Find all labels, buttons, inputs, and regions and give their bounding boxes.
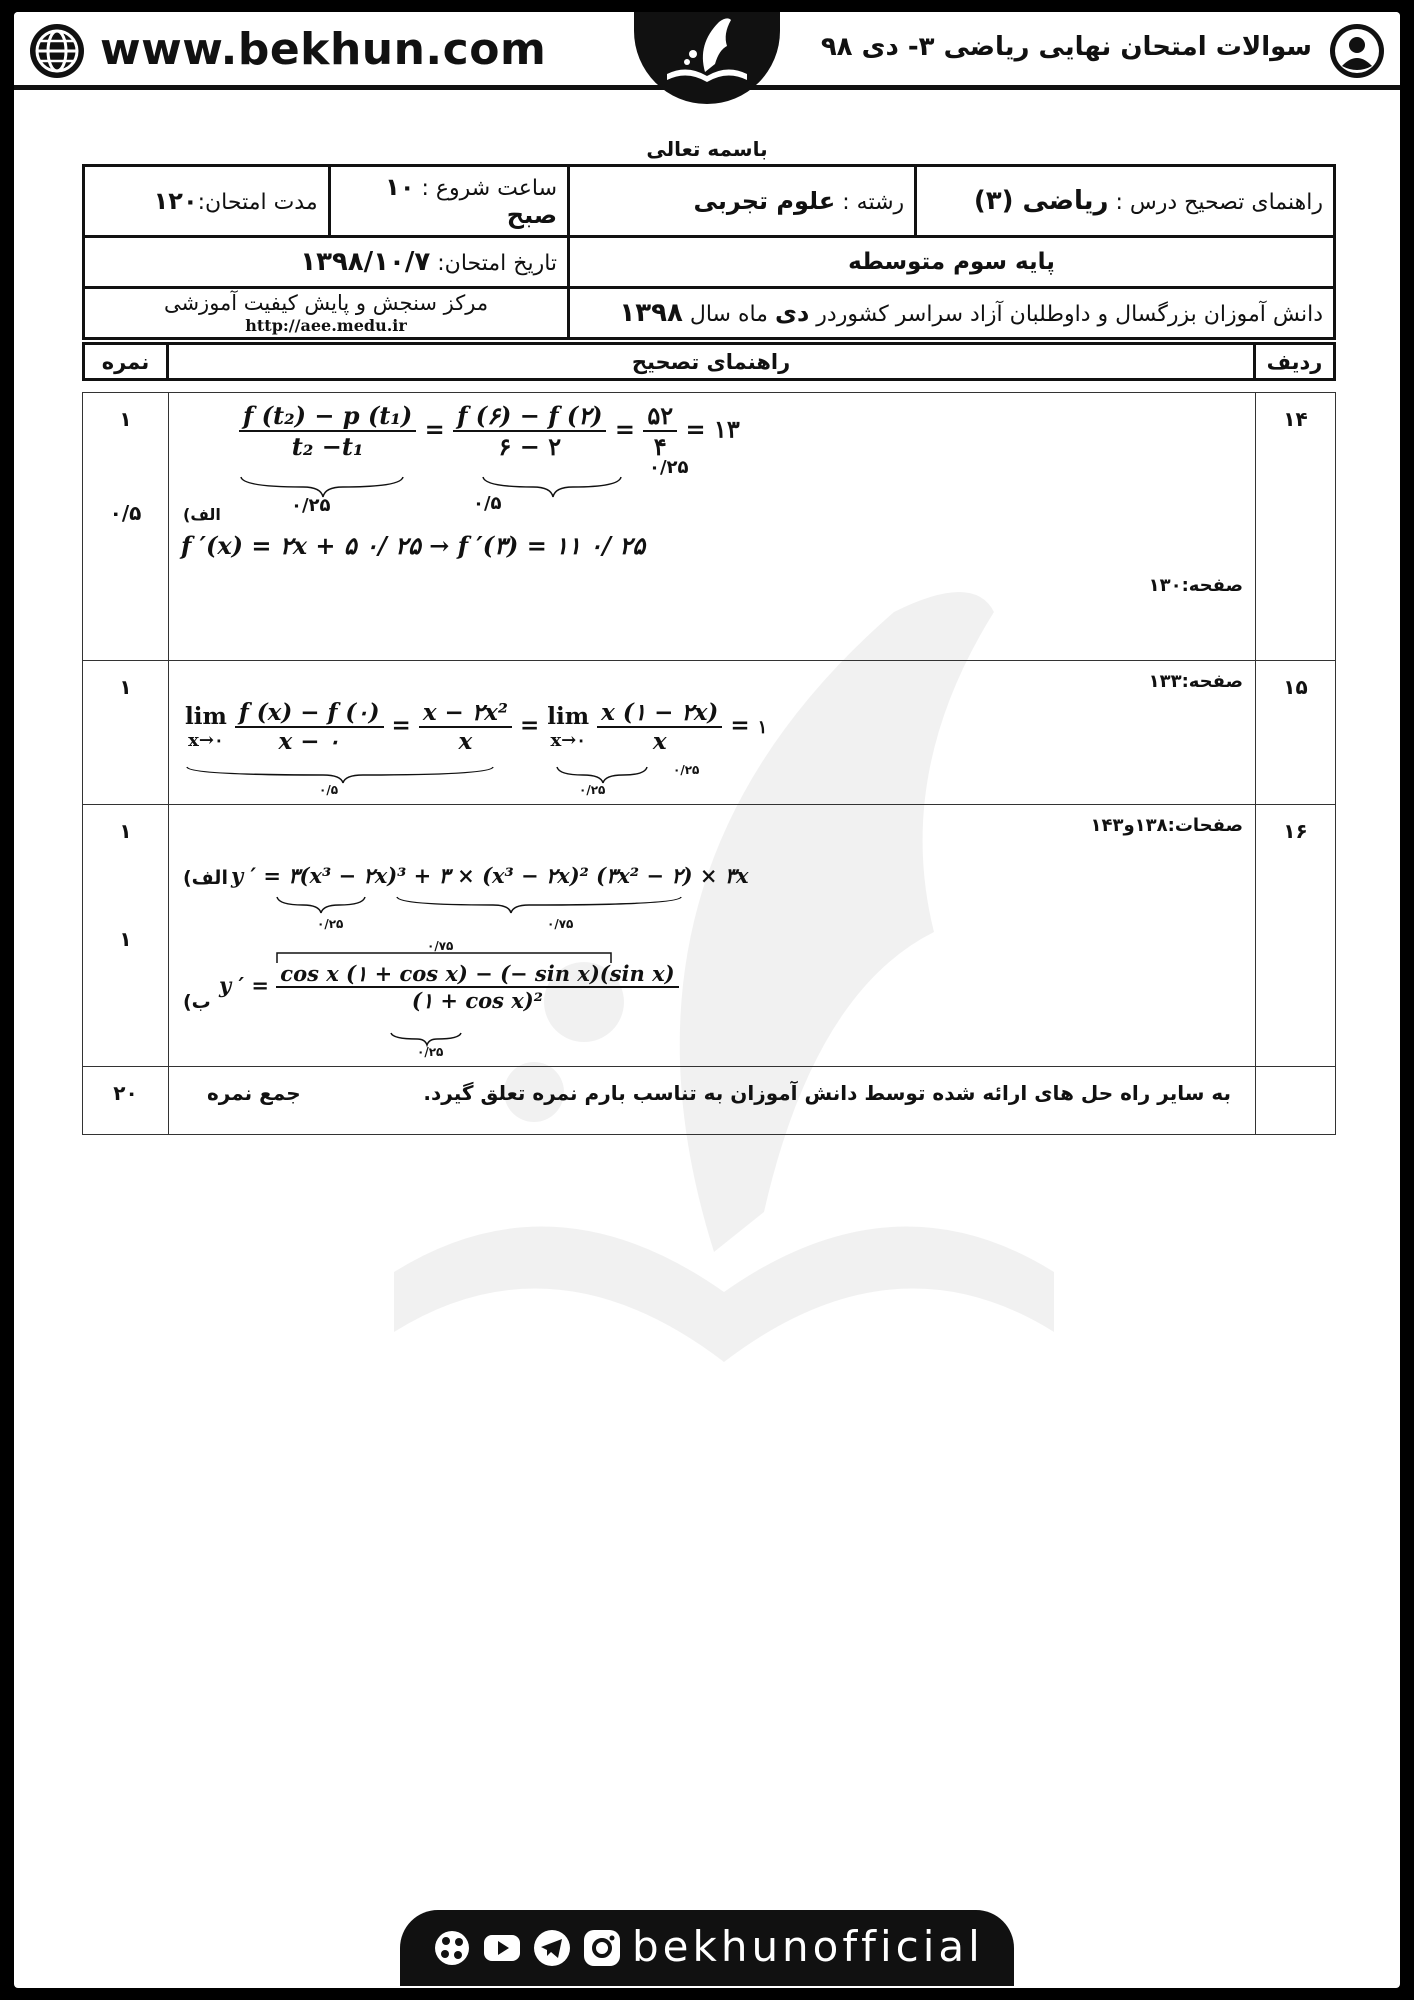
score-note: ۰/۲۵	[417, 1045, 444, 1059]
score-note: ۰/۵	[319, 783, 339, 797]
bismillah: باسمه تعالی	[646, 137, 768, 161]
equation-16b: y ′ = $\frac{\text{cos x (۱ + cos x) − (− sin x)(sin x)}}{\text{(۱ + cos x)²}}$	[219, 961, 679, 1013]
field-label: رشته :	[835, 190, 905, 215]
fraction	[453, 401, 606, 461]
site-header	[14, 12, 1400, 90]
field-cell	[569, 166, 916, 237]
brace-icon	[183, 765, 743, 789]
limit	[547, 703, 589, 751]
social-handle[interactable]: bekhunofficial	[632, 1922, 984, 1971]
answer-content	[169, 805, 1256, 1067]
score-note: ۰/۲۵	[579, 783, 606, 797]
fraction-num: ۵۲	[647, 401, 674, 430]
guide-label: راهنمای تصحیح درس :	[1108, 190, 1323, 215]
telegram-icon[interactable]	[532, 1928, 572, 1968]
grade-cell	[569, 237, 1335, 288]
total-row	[83, 1067, 1336, 1135]
fraction-den: x	[458, 728, 473, 755]
score-note: ۰/۷۵	[427, 939, 454, 953]
fraction-den: ۴	[643, 430, 677, 461]
score-value: ۱	[119, 819, 132, 843]
fraction-den: x − ۰	[278, 728, 340, 755]
answers-table	[82, 392, 1336, 1135]
start-time-cell	[329, 166, 568, 237]
book-pen-icon	[657, 14, 757, 94]
empty-cell	[1256, 1067, 1336, 1135]
aparat-icon[interactable]	[432, 1928, 472, 1968]
col-guide: راهنمای تصحیح	[168, 344, 1255, 380]
fraction	[239, 401, 416, 461]
equation-15: lim x→۰ $\frac{f (x) - f (۰)}{x - ۰}$ = $\frac{\text{x − ۲x²}}{x}$ = lim x→۰ $\frac{x (۱ - ۲x)}{x}$ = ۱	[185, 699, 768, 755]
exam-info-table	[82, 164, 1336, 340]
start-label: ساعت شروع :	[414, 176, 558, 201]
score-note: ۰/۲۵	[317, 917, 344, 931]
column-header-table	[82, 342, 1336, 381]
equation-14b: f ′(x) = ۲x + ۵ ۰/ ۲۵ → f ′(۳) = ۱۱ ۰/ ۲۵	[181, 531, 646, 560]
score-note: ۰/۷۵	[547, 917, 574, 931]
fraction-den: ۶ − ۲	[498, 432, 562, 461]
center-url-link[interactable]: http://aee.medu.ir	[245, 316, 407, 335]
col-row: ردیف	[1255, 344, 1335, 380]
row-number: ۱۴	[1256, 393, 1336, 661]
score-note: ۰/۲۵	[291, 495, 331, 516]
total-score: ۲۰	[113, 1081, 138, 1105]
col-score: نمره	[84, 344, 168, 380]
students-text: دانش آموزان بزرگسال و داوطلبان آزاد سراسر کشوردر	[809, 302, 1323, 327]
answer-content	[169, 393, 1256, 661]
students-mid: ماه سال	[682, 302, 775, 327]
page-reference: صفحه:۱۳۳	[1148, 671, 1243, 692]
students-cell	[569, 288, 1335, 339]
answer-content	[169, 661, 1256, 805]
course-cell	[916, 166, 1335, 237]
answer-row	[83, 661, 1336, 805]
score-cell	[83, 393, 169, 661]
center-name: مرکز سنجش و پایش کیفیت آموزشی	[163, 291, 489, 315]
limit-word: lim	[547, 703, 590, 730]
limit-sub: x→۰	[550, 730, 586, 751]
total-cell	[83, 1067, 169, 1135]
score-cell	[83, 805, 169, 1067]
fraction	[276, 961, 678, 1013]
start-time: ۱۰ صبح	[385, 173, 558, 229]
eq-result: ۱	[757, 717, 768, 738]
social-bar	[400, 1910, 1014, 1986]
date-label: تاریخ امتحان:	[430, 251, 558, 276]
date-cell	[84, 237, 569, 288]
answer-row	[83, 805, 1336, 1067]
fraction-num: x − ۲x²	[419, 699, 512, 728]
part-label: ب)	[183, 991, 211, 1013]
page-reference: صفحه:۱۳۰	[1148, 575, 1243, 596]
score-note: ۰/۲۵	[673, 763, 700, 777]
part-label: الف)	[183, 867, 228, 889]
exam-year: ۱۳۹۸	[619, 298, 683, 328]
header-title: سوالات امتحان نهایی ریاضی ۳- دی ۹۸	[820, 32, 1312, 62]
duration-cell	[84, 166, 330, 237]
limit	[185, 703, 227, 751]
total-label: جمع نمره	[207, 1081, 301, 1105]
fraction-den: x	[652, 728, 667, 755]
duration-value: ۱۲۰	[153, 187, 198, 215]
part-label: الف)	[183, 505, 221, 524]
fraction-num: f (t₂) − p (t₁)	[239, 401, 416, 432]
fraction	[597, 699, 722, 755]
fraction	[419, 699, 512, 755]
equation-16a: y ′ = ۳(x³ − ۲x)³ + ۳ × (x³ − ۲x)² (۳x² − ۲) × ۳x	[231, 863, 749, 888]
score-cell	[83, 661, 169, 805]
exam-month: دی	[774, 299, 810, 327]
fraction-num: f (۶) − f (۲)	[453, 401, 606, 432]
youtube-icon[interactable]	[482, 1928, 522, 1968]
user-icon	[1328, 22, 1386, 80]
equation-14a: $\frac{\text{f (t₂) − p (t₁)}}{\text{t₂ −t₁}}$ = $\frac{f (۶) - f (۲)}{۶ - ۲}$ = $\frac{۵۲}{۴}$ = ۱۳	[239, 401, 740, 461]
duration-label: مدت امتحان:	[197, 190, 318, 215]
field-name: علوم تجربی	[693, 187, 836, 215]
page-reference: صفحات:۱۳۸و۱۴۳	[1090, 815, 1243, 836]
score-value: ۱	[119, 675, 132, 699]
score-value: ۱	[119, 407, 132, 431]
grading-note: به سایر راه حل های ارائه شده توسط دانش آموزان به تناسب بارم نمره تعلق گیرد.	[423, 1081, 1231, 1105]
limit-word: lim	[185, 703, 227, 730]
center-cell	[84, 288, 569, 339]
exam-date: ۱۳۹۸/۱۰/۷	[300, 247, 431, 277]
bekhun-logo	[634, 12, 780, 104]
note-cell	[169, 1067, 1256, 1135]
grade-level: پایه سوم متوسطه	[848, 249, 1055, 275]
page	[14, 12, 1400, 1988]
answer-row	[83, 393, 1336, 661]
row-number: ۱۵	[1256, 661, 1336, 805]
brace-icon	[273, 895, 713, 919]
eq-result: ۱۳	[713, 414, 740, 444]
score-note: ۰/۵	[473, 493, 502, 514]
row-number: ۱۶	[1256, 805, 1336, 1067]
score-note: ۰/۲۵	[649, 457, 689, 478]
fraction-num: x (۱ − ۲x)	[597, 699, 722, 728]
fraction	[235, 699, 384, 755]
globe-icon	[28, 22, 86, 80]
fraction	[643, 401, 677, 461]
site-url-link[interactable]: www.bekhun.com	[100, 24, 547, 75]
fraction-num: f (x) − f (۰)	[235, 699, 384, 728]
fraction-den: (۱ + cos x)²	[411, 988, 543, 1013]
limit-sub: x→۰	[188, 730, 224, 751]
course-name: ریاضی (۳)	[973, 186, 1109, 216]
score-value: ۰/۵	[109, 501, 142, 525]
instagram-icon[interactable]	[582, 1928, 622, 1968]
fraction-den: t₂ −t₁	[291, 432, 364, 461]
score-value: ۱	[119, 927, 132, 951]
fraction-num: cos x (۱ + cos x) − (− sin x)(sin x)	[276, 961, 678, 988]
